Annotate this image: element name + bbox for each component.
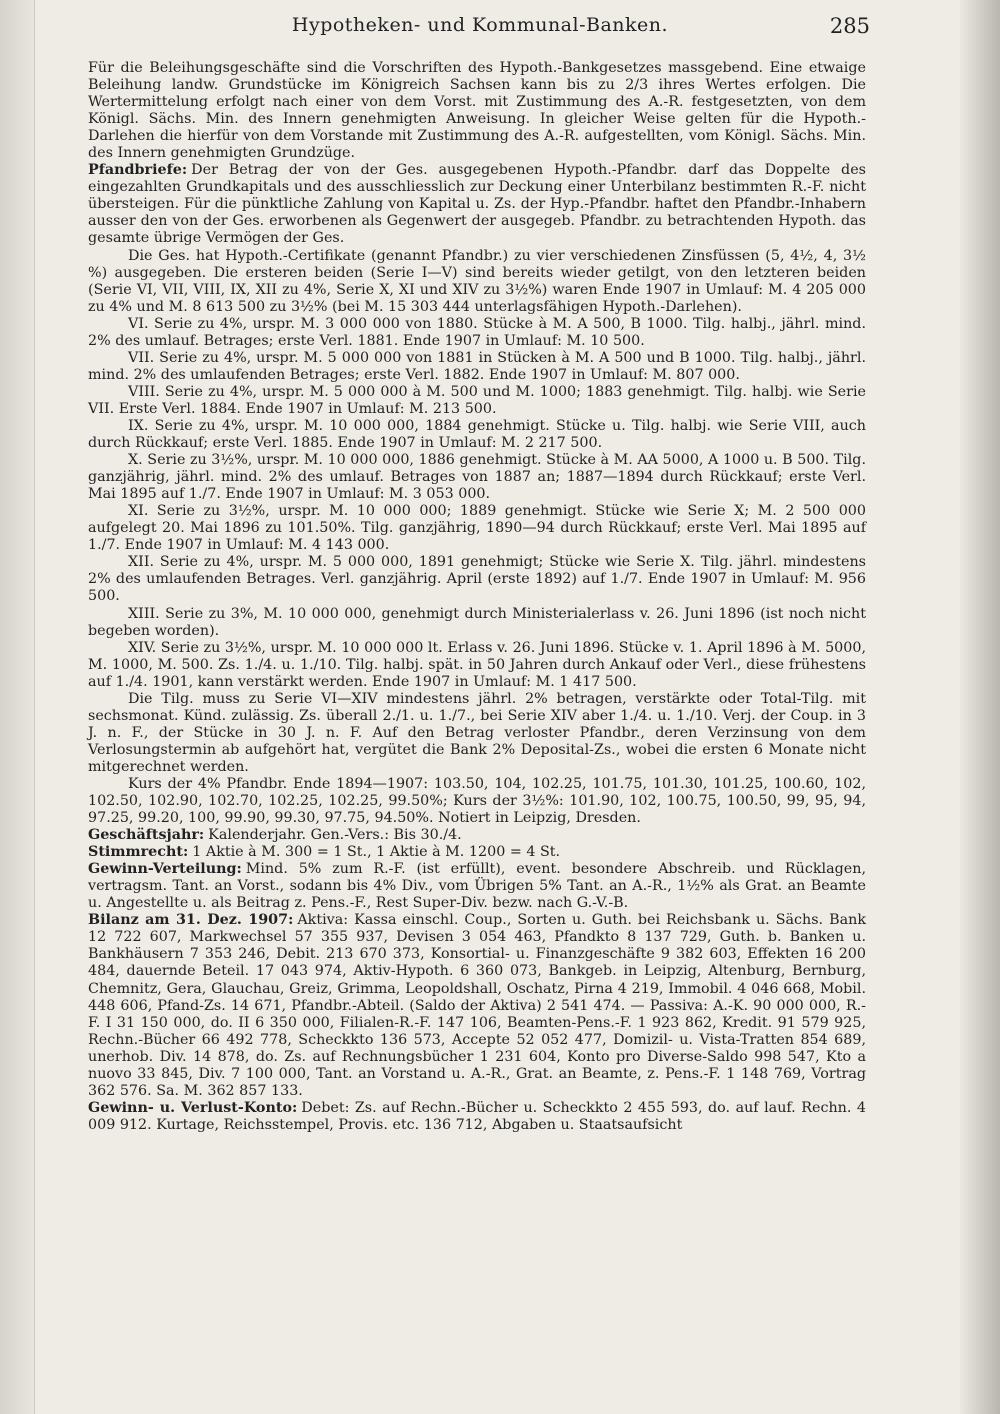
- paragraph: Pfandbriefe: Der Betrag der von der Ges. ausgegebenen Hypoth.-Pfandbr. darf das Doppelte des eingezahlten Grundkapitals und des ausschliesslich zur Deckung einer Unterbilanz bestimmten R.-F. nicht übersteigen. Für die pünktliche Zahlung von Kapital u. Zs. der Hyp.-Pfandbr. haftet den Pfandbr.-Inhabern ausser den von der Ges. erworbenen als Gegenwert der ausgegeb. Pfandbr. zu betrachtenden Hypoth. das gesamte übrige Vermögen der Ges.: [88, 162, 866, 247]
- page-header: [90, 14, 870, 44]
- paragraph: Die Tilg. muss zu Serie VI—XIV mindestens jährl. 2% betragen, verstärkte oder Total-Tilg. mit sechsmonat. Künd. zulässig. Zs. überall 2./1. u. 1./7., bei Serie XIV aber 1./4. u. 1./10. Verj. der Coup. in 3 J. n. F., der Stücke in 30 J. n. F. Auf den Betrag verloster Pfandbr., deren Verzinsung von dem Verlosungstermin ab aufgehört hat, vergütet die Bank 2% Deposital-Zs., wobei die ersten 6 Monate nicht mitgerechnet werden.: [88, 690, 866, 775]
- paragraph: Stimmrecht: 1 Aktie à M. 300 = 1 St., 1 Aktie à M. 1200 = 4 St.: [88, 844, 561, 861]
- section-lead: Gewinn-Verteilung:: [88, 861, 242, 878]
- paragraph: IX. Serie zu 4%, urspr. M. 10 000 000, 1884 genehmigt. Stücke u. Tilg. halbj. wie Serie VIII, auch durch Rückkauf; erste Verl. 1885. Ende 1907 in Umlauf: M. 2 217 500.: [88, 417, 866, 452]
- paragraph: Geschäftsjahr: Kalenderjahr. Gen.-Vers.: Bis 30./4.: [88, 827, 462, 844]
- section-lead: Bilanz am 31. Dez. 1907:: [88, 912, 294, 929]
- paragraph: Gewinn-Verteilung: Mind. 5% zum R.-F. (ist erfüllt), event. besondere Abschreib. und Rücklagen, vertragsm. Tant. an Vorst., sodann bis 4% Div., vom Übrigen 5% Tant. an A.-R., 1½% als Grat. an Beamte u. Angestellte u. als Beitrag z. Pens.-F., Rest Super-Div. bezw. nach G.-V.-B.: [88, 861, 866, 912]
- left-margin-bleed: [0, 0, 35, 1414]
- section-lead: Pfandbriefe:: [88, 162, 188, 179]
- page-edge-shadow: [960, 0, 1000, 1414]
- paragraph: XI. Serie zu 3½%, urspr. M. 10 000 000; 1889 genehmigt. Stücke wie Serie X; M. 2 500 000 aufgelegt 20. Mai 1896 zu 101.50%. Tilg. ganzjährig, 1890—94 durch Rückkauf; erste Verl. Mai 1895 auf 1./7. Ende 1907 in Umlauf: M. 4 143 000.: [88, 503, 866, 554]
- paragraph: Kurs der 4% Pfandbr. Ende 1894—1907: 103.50, 104, 102.25, 101.75, 101.30, 101.25, 100.60, 102, 102.50, 102.90, 102.70, 102.25, 102.25, 99.50%; Kurs der 3½%: 101.90, 102, 100.75, 100.50, 99, 95, 94, 97.25, 99.20, 100, 99.90, 99.30, 97.75, 94.50%. Notiert in Leipzig, Dresden.: [88, 775, 866, 827]
- paragraph: XII. Serie zu 4%, urspr. M. 5 000 000, 1891 genehmigt; Stücke wie Serie X. Tilg. jährl. mindestens 2% des umlaufenden Betrages. Verl. ganzjährig. April (erste 1892) auf 1./7. Ende 1907 in Umlauf: M. 956 500.: [88, 554, 866, 605]
- paragraph: VI. Serie zu 4%, urspr. M. 3 000 000 von 1880. Stücke à M. A 500, B 1000. Tilg. halbj., jährl. mind. 2% des umlauf. Betrages; erste Verl. 1881. Ende 1907 in Umlauf: M. 10 500.: [88, 315, 866, 349]
- section-lead: Stimmrecht:: [88, 844, 189, 861]
- body-text: [88, 60, 866, 1134]
- section-lead: Geschäftsjahr:: [88, 827, 205, 844]
- paragraph: Die Ges. hat Hypoth.-Certifikate (genannt Pfandbr.) zu vier verschiedenen Zinsfüssen (5, 4½, 4, 3½ %) ausgegeben. Die ersteren beiden (Serie I—V) sind bereits wieder getilgt, von den letzteren beiden (Serie VI, VII, VIII, IX, XII zu 4%, Serie X, XI und XIV zu 3½%) waren Ende 1907 in Umlauf: M. 4 205 000 zu 4% und M. 8 613 500 zu 3½% (bei M. 15 303 444 unterlagsfähigen Hypoth.-Darlehen).: [88, 247, 866, 315]
- paragraph: Bilanz am 31. Dez. 1907: Aktiva: Kassa einschl. Coup., Sorten u. Guth. bei Reichsbank u. Sächs. Bank 12 722 607, Markwechsel 57 355 937, Devisen 3 054 463, Pfandkto 8 137 729, Guth. b. Banken u. Bankhäusern 7 353 246, Debit. 213 670 373, Konsortial- u. Finanzgeschäfte 9 382 603, Effekten 16 200 484, dauernde Beteil. 17 043 974, Aktiv-Hypoth. 6 360 073, Bankgeb. in Leipzig, Altenburg, Bernburg, Chemnitz, Gera, Glauchau, Greiz, Grimma, Leopoldshall, Oschatz, Pirna 4 219, Immobil. 4 046 668, Mobil. 448 606, Pfand-Zs. 14 671, Pfandbr.-Abteil. (Saldo der Aktiva) 2 541 474. — Passiva: A.-K. 90 000 000, R.-F. I 31 150 000, do. II 6 350 000, Filialen-R.-F. 147 106, Beamten-Pens.-F. 1 923 862, Kredit. 91 579 925, Rechn.-Bücher 66 492 778, Scheckkto 136 573, Accepte 52 052 477, Domizil- u. Vista-Tratten 854 689, unerhob. Div. 14 878, do. Zs. auf Rechnungsbücher 1 231 604, Konto pro Diverse-Saldo 998 547, Kto a nuovo 33 845, Div. 7 100 000, Tant. an Vorstand u. A.-R., Grat. an Beamte, z. Pens.-F. 1 148 769, Vortrag 362 576. Sa. M. 362 857 133.: [88, 912, 866, 1099]
- paragraph: Für die Beleihungsgeschäfte sind die Vorschriften des Hypoth.-Bankgesetzes massgebend. Eine etwaige Beleihung landw. Grundstücke im Königreich Sachsen kann bis zu 2/3 ihres Wertes erfolgen. Die Wertermittelung erfolgt nach einer von dem Vorst. mit Zustimmung des A.-R. festgesetzten, von dem Königl. Sächs. Min. des Innern genehmigten Anweisung. In gleicher Weise gelten für die Hypoth.-Darlehen die hierfür von dem Vorstande mit Zustimmung des A.-R. aufgestellten, vom Königl. Sächs. Min. des Innern genehmigten Grundzüge.: [88, 60, 866, 162]
- section-lead: Gewinn- u. Verlust-Konto:: [88, 1099, 298, 1116]
- paragraph: XIV. Serie zu 3½%, urspr. M. 10 000 000 lt. Erlass v. 26. Juni 1896. Stücke v. 1. April 1896 à M. 5000, M. 1000, M. 500. Zs. 1./4. u. 1./10. Tilg. halbj. spät. in 50 Jahren durch Ankauf oder Verl., diese frühestens auf 1./4. 1901, kann verstärkt werden. Ende 1907 in Umlauf: M. 1 417 500.: [88, 639, 866, 690]
- paragraph: X. Serie zu 3½%, urspr. M. 10 000 000, 1886 genehmigt. Stücke à M. AA 5000, A 1000 u. B 500. Tilg. ganzjährig, jährl. mind. 2% des umlauf. Betrages von 1887 an; 1887—1894 durch Rückkauf; erste Verl. Mai 1895 auf 1./7. Ende 1907 in Umlauf: M. 3 053 000.: [88, 452, 866, 503]
- paragraph: VII. Serie zu 4%, urspr. M. 5 000 000 von 1881 in Stücken à M. A 500 und B 1000. Tilg. halbj., jährl. mind. 2% des umlaufenden Betrages; erste Verl. 1882. Ende 1907 in Umlauf: M. 807 000.: [88, 349, 866, 383]
- page-number: 285: [829, 14, 870, 38]
- paragraph: XIII. Serie zu 3%, M. 10 000 000, genehmigt durch Ministerialerlass v. 26. Juni 1896 (ist noch nicht begeben worden).: [88, 605, 866, 639]
- paragraph: Gewinn- u. Verlust-Konto: Debet: Zs. auf Rechn.-Bücher u. Scheckkto 2 455 593, do. auf lauf. Rechn. 4 009 912. Kurtage, Reichsstempel, Provis. etc. 136 712, Abgaben u. Staatsaufsicht: [88, 1099, 867, 1133]
- running-head: Hypotheken- und Kommunal-Banken.: [291, 14, 669, 36]
- paragraph: VIII. Serie zu 4%, urspr. M. 5 000 000 à M. 500 und M. 1000; 1883 genehmigt. Tilg. halbj. wie Serie VII. Erste Verl. 1884. Ende 1907 in Umlauf: M. 213 500.: [88, 383, 866, 417]
